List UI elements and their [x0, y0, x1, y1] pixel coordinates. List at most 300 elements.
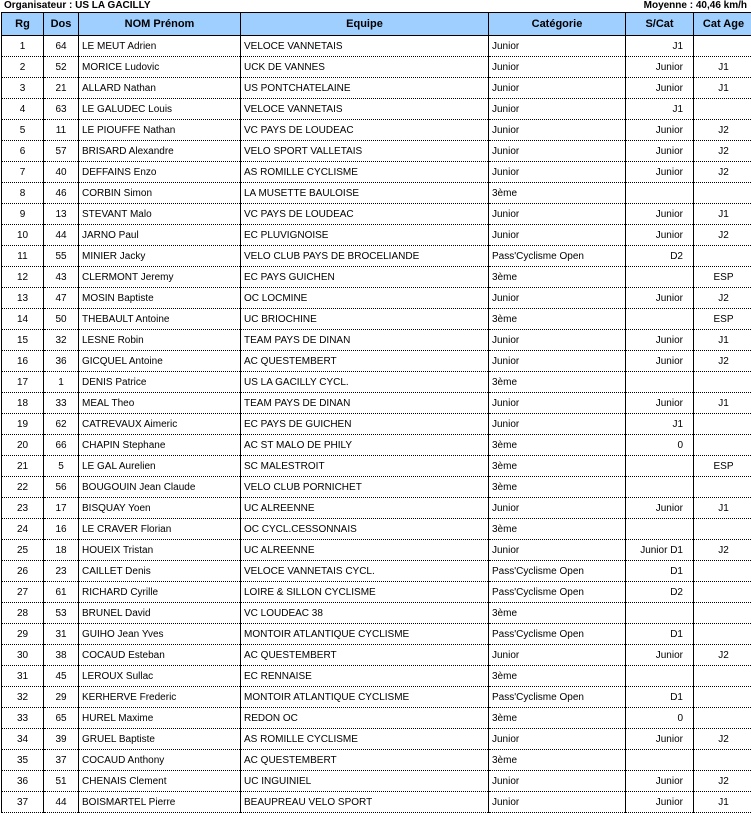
table-row [2, 561, 751, 582]
cell-rank: 30 [2, 645, 44, 666]
cell-category: 3ème [489, 750, 626, 771]
cell-subcategory: D1 [626, 624, 694, 645]
cell-bib: 38 [44, 645, 79, 666]
cell-subcategory [626, 372, 694, 393]
cell-age-category [694, 624, 751, 645]
cell-subcategory: Junior [626, 645, 694, 666]
cell-team: UCK DE VANNES [241, 57, 489, 78]
cell-category: Junior [489, 645, 626, 666]
cell-category: Junior [489, 162, 626, 183]
cell-team: OC LOCMINE [241, 288, 489, 309]
cell-subcategory: Junior [626, 204, 694, 225]
cell-category: Junior [489, 225, 626, 246]
table-row [2, 624, 751, 645]
cell-subcategory: J1 [626, 36, 694, 57]
cell-age-category [694, 582, 751, 603]
cell-bib: 46 [44, 183, 79, 204]
cell-bib: 45 [44, 666, 79, 687]
cell-subcategory: D2 [626, 582, 694, 603]
cell-category: 3ème [489, 435, 626, 456]
cell-subcategory: Junior [626, 288, 694, 309]
cell-age-category: J2 [694, 771, 751, 792]
cell-name: MEAL Theo [79, 393, 241, 414]
cell-team: TEAM PAYS DE DINAN [241, 393, 489, 414]
cell-category: Pass'Cyclisme Open [489, 582, 626, 603]
cell-name: LESNE Robin [79, 330, 241, 351]
cell-bib: 16 [44, 519, 79, 540]
table-row [2, 288, 751, 309]
cell-name: GRUEL Baptiste [79, 729, 241, 750]
cell-category: Junior [489, 288, 626, 309]
cell-name: MOSIN Baptiste [79, 288, 241, 309]
table-row [2, 141, 751, 162]
cell-name: DENIS Patrice [79, 372, 241, 393]
cell-rank: 1 [2, 36, 44, 57]
cell-category: 3ème [489, 666, 626, 687]
cell-name: LE GAL Aurelien [79, 456, 241, 477]
cell-category: Pass'Cyclisme Open [489, 624, 626, 645]
cell-category: 3ème [489, 477, 626, 498]
cell-team: UC ALREENNE [241, 540, 489, 561]
cell-category: 3ème [489, 309, 626, 330]
cell-bib: 52 [44, 57, 79, 78]
cell-bib: 32 [44, 330, 79, 351]
cell-subcategory: Junior [626, 225, 694, 246]
cell-age-category: J1 [694, 78, 751, 99]
cell-name: GUIHO Jean Yves [79, 624, 241, 645]
cell-team: AC QUESTEMBERT [241, 645, 489, 666]
cell-subcategory [626, 267, 694, 288]
cell-team: OC CYCL.CESSONNAIS [241, 519, 489, 540]
col-equipe: Equipe [241, 13, 489, 36]
moyenne: Moyenne : 40,46 km/h [644, 0, 747, 11]
cell-rank: 21 [2, 456, 44, 477]
cell-age-category [694, 246, 751, 267]
cell-bib: 65 [44, 708, 79, 729]
cell-name: LE PIOUFFE Nathan [79, 120, 241, 141]
cell-subcategory [626, 456, 694, 477]
cell-subcategory: D1 [626, 561, 694, 582]
header-row [2, 13, 751, 36]
table-row [2, 771, 751, 792]
table-row [2, 435, 751, 456]
table-row [2, 204, 751, 225]
cell-age-category [694, 36, 751, 57]
cell-rank: 13 [2, 288, 44, 309]
table-row [2, 36, 751, 57]
table-row [2, 498, 751, 519]
cell-rank: 33 [2, 708, 44, 729]
cell-age-category [694, 519, 751, 540]
cell-team: MONTOIR ATLANTIQUE CYCLISME [241, 687, 489, 708]
cell-bib: 17 [44, 498, 79, 519]
cell-subcategory [626, 519, 694, 540]
cell-rank: 20 [2, 435, 44, 456]
table-row [2, 456, 751, 477]
cell-rank: 11 [2, 246, 44, 267]
cell-subcategory [626, 603, 694, 624]
cell-category: Junior [489, 36, 626, 57]
cell-team: VELOCE VANNETAIS CYCL. [241, 561, 489, 582]
table-row [2, 393, 751, 414]
cell-age-category: J1 [694, 792, 751, 813]
cell-age-category [694, 477, 751, 498]
cell-category: Junior [489, 771, 626, 792]
cell-bib: 29 [44, 687, 79, 708]
table-row [2, 792, 751, 813]
cell-team: VELOCE VANNETAIS [241, 99, 489, 120]
cell-name: BOUGOUIN Jean Claude [79, 477, 241, 498]
cell-bib: 50 [44, 309, 79, 330]
cell-category: 3ème [489, 519, 626, 540]
table-row [2, 351, 751, 372]
cell-team: VC PAYS DE LOUDEAC [241, 204, 489, 225]
cell-team: LA MUSETTE BAULOISE [241, 183, 489, 204]
cell-subcategory [626, 750, 694, 771]
cell-rank: 4 [2, 99, 44, 120]
table-row [2, 309, 751, 330]
cell-age-category: J2 [694, 645, 751, 666]
cell-name: KERHERVE Frederic [79, 687, 241, 708]
cell-name: CHENAIS Clement [79, 771, 241, 792]
cell-category: Pass'Cyclisme Open [489, 246, 626, 267]
cell-subcategory [626, 309, 694, 330]
cell-age-category [694, 561, 751, 582]
cell-name: BRISARD Alexandre [79, 141, 241, 162]
cell-subcategory: Junior [626, 771, 694, 792]
cell-subcategory [626, 666, 694, 687]
table-row [2, 477, 751, 498]
cell-age-category [694, 708, 751, 729]
cell-rank: 19 [2, 414, 44, 435]
cell-age-category: J2 [694, 141, 751, 162]
cell-name: CORBIN Simon [79, 183, 241, 204]
table-row [2, 99, 751, 120]
cell-team: UC ALREENNE [241, 498, 489, 519]
col-catage: Cat Age [694, 13, 751, 36]
cell-category: Junior [489, 498, 626, 519]
cell-subcategory: D2 [626, 246, 694, 267]
cell-team: REDON OC [241, 708, 489, 729]
cell-bib: 62 [44, 414, 79, 435]
cell-name: CLERMONT Jeremy [79, 267, 241, 288]
cell-name: RICHARD Cyrille [79, 582, 241, 603]
cell-age-category: J1 [694, 393, 751, 414]
cell-team: US PONTCHATELAINE [241, 78, 489, 99]
cell-age-category: J2 [694, 351, 751, 372]
cell-team: BEAUPREAU VELO SPORT [241, 792, 489, 813]
cell-age-category: J2 [694, 288, 751, 309]
cell-subcategory: Junior [626, 792, 694, 813]
cell-subcategory: 0 [626, 708, 694, 729]
cell-subcategory: Junior [626, 393, 694, 414]
cell-subcategory: Junior [626, 330, 694, 351]
organisateur: Organisateur : US LA GACILLY [4, 0, 151, 11]
cell-team: LOIRE & SILLON CYCLISME [241, 582, 489, 603]
cell-age-category: J2 [694, 540, 751, 561]
cell-subcategory: J1 [626, 99, 694, 120]
col-nom: NOM Prénom [79, 13, 241, 36]
cell-age-category: ESP [694, 456, 751, 477]
cell-category: 3ème [489, 372, 626, 393]
cell-bib: 37 [44, 750, 79, 771]
cell-name: CHAPIN Stephane [79, 435, 241, 456]
cell-subcategory: Junior [626, 141, 694, 162]
cell-bib: 61 [44, 582, 79, 603]
cell-category: Junior [489, 120, 626, 141]
table-row [2, 414, 751, 435]
cell-team: US LA GACILLY CYCL. [241, 372, 489, 393]
table-row [2, 729, 751, 750]
cell-age-category [694, 372, 751, 393]
cell-rank: 31 [2, 666, 44, 687]
cell-age-category [694, 750, 751, 771]
cell-name: LE MEUT Adrien [79, 36, 241, 57]
cell-team: MONTOIR ATLANTIQUE CYCLISME [241, 624, 489, 645]
table-row [2, 162, 751, 183]
cell-bib: 36 [44, 351, 79, 372]
cell-rank: 34 [2, 729, 44, 750]
cell-category: Junior [489, 78, 626, 99]
cell-name: MORICE Ludovic [79, 57, 241, 78]
cell-age-category: J1 [694, 498, 751, 519]
cell-name: COCAUD Esteban [79, 645, 241, 666]
table-row [2, 78, 751, 99]
cell-team: VELO SPORT VALLETAIS [241, 141, 489, 162]
cell-subcategory: Junior [626, 498, 694, 519]
cell-team: TEAM PAYS DE DINAN [241, 330, 489, 351]
page-header [4, 0, 747, 11]
cell-bib: 44 [44, 792, 79, 813]
cell-category: Pass'Cyclisme Open [489, 561, 626, 582]
cell-category: 3ème [489, 708, 626, 729]
cell-rank: 9 [2, 204, 44, 225]
cell-rank: 16 [2, 351, 44, 372]
cell-bib: 18 [44, 540, 79, 561]
cell-name: ALLARD Nathan [79, 78, 241, 99]
cell-bib: 40 [44, 162, 79, 183]
cell-team: EC RENNAISE [241, 666, 489, 687]
col-scat: S/Cat [626, 13, 694, 36]
cell-name: HUREL Maxime [79, 708, 241, 729]
cell-subcategory: Junior [626, 351, 694, 372]
cell-category: Junior [489, 99, 626, 120]
cell-bib: 64 [44, 36, 79, 57]
cell-bib: 11 [44, 120, 79, 141]
cell-age-category: J2 [694, 162, 751, 183]
cell-name: CATREVAUX Aimeric [79, 414, 241, 435]
cell-rank: 2 [2, 57, 44, 78]
table-row [2, 540, 751, 561]
cell-name: LE CRAVER Florian [79, 519, 241, 540]
cell-name: THEBAULT Antoine [79, 309, 241, 330]
cell-age-category [694, 99, 751, 120]
cell-team: VC PAYS DE LOUDEAC [241, 120, 489, 141]
cell-rank: 32 [2, 687, 44, 708]
cell-name: GICQUEL Antoine [79, 351, 241, 372]
cell-team: SC MALESTROIT [241, 456, 489, 477]
cell-bib: 21 [44, 78, 79, 99]
cell-age-category: J1 [694, 204, 751, 225]
cell-bib: 47 [44, 288, 79, 309]
cell-category: 3ème [489, 183, 626, 204]
cell-team: VC LOUDEAC 38 [241, 603, 489, 624]
cell-category: 3ème [489, 603, 626, 624]
cell-bib: 44 [44, 225, 79, 246]
cell-age-category [694, 603, 751, 624]
cell-bib: 39 [44, 729, 79, 750]
cell-subcategory: Junior [626, 120, 694, 141]
cell-age-category: J2 [694, 120, 751, 141]
cell-age-category [694, 183, 751, 204]
cell-name: HOUEIX Tristan [79, 540, 241, 561]
cell-name: BOISMARTEL Pierre [79, 792, 241, 813]
cell-subcategory: D1 [626, 687, 694, 708]
cell-rank: 8 [2, 183, 44, 204]
cell-age-category [694, 687, 751, 708]
table-row [2, 330, 751, 351]
cell-category: 3ème [489, 267, 626, 288]
cell-rank: 29 [2, 624, 44, 645]
cell-rank: 14 [2, 309, 44, 330]
cell-subcategory [626, 183, 694, 204]
cell-category: Junior [489, 540, 626, 561]
table-row [2, 750, 751, 771]
cell-team: EC PLUVIGNOISE [241, 225, 489, 246]
table-row [2, 246, 751, 267]
cell-name: LE GALUDEC Louis [79, 99, 241, 120]
cell-bib: 55 [44, 246, 79, 267]
cell-category: Junior [489, 414, 626, 435]
cell-age-category [694, 414, 751, 435]
cell-rank: 24 [2, 519, 44, 540]
col-rg: Rg [2, 13, 44, 36]
cell-rank: 3 [2, 78, 44, 99]
cell-rank: 10 [2, 225, 44, 246]
cell-team: AC ST MALO DE PHILY [241, 435, 489, 456]
cell-bib: 57 [44, 141, 79, 162]
cell-age-category: ESP [694, 267, 751, 288]
cell-rank: 17 [2, 372, 44, 393]
cell-team: UC INGUINIEL [241, 771, 489, 792]
table-row [2, 519, 751, 540]
cell-team: AC QUESTEMBERT [241, 351, 489, 372]
table-row [2, 267, 751, 288]
cell-age-category [694, 435, 751, 456]
cell-name: CAILLET Denis [79, 561, 241, 582]
cell-bib: 1 [44, 372, 79, 393]
cell-subcategory: 0 [626, 435, 694, 456]
table-row [2, 645, 751, 666]
cell-bib: 51 [44, 771, 79, 792]
table-row [2, 687, 751, 708]
cell-team: EC PAYS GUICHEN [241, 267, 489, 288]
cell-rank: 12 [2, 267, 44, 288]
cell-bib: 5 [44, 456, 79, 477]
cell-age-category: J2 [694, 225, 751, 246]
cell-rank: 22 [2, 477, 44, 498]
cell-team: EC PAYS DE GUICHEN [241, 414, 489, 435]
cell-rank: 27 [2, 582, 44, 603]
table-row [2, 582, 751, 603]
cell-age-category [694, 666, 751, 687]
cell-rank: 5 [2, 120, 44, 141]
cell-category: Junior [489, 729, 626, 750]
table-row [2, 57, 751, 78]
cell-category: Junior [489, 393, 626, 414]
col-dos: Dos [44, 13, 79, 36]
cell-team: AC QUESTEMBERT [241, 750, 489, 771]
cell-bib: 31 [44, 624, 79, 645]
cell-rank: 35 [2, 750, 44, 771]
cell-team: AS ROMILLE CYCLISME [241, 162, 489, 183]
cell-category: Junior [489, 204, 626, 225]
col-categorie: Catégorie [489, 13, 626, 36]
table-row [2, 183, 751, 204]
cell-category: Junior [489, 792, 626, 813]
cell-subcategory: Junior D1 [626, 540, 694, 561]
cell-subcategory [626, 477, 694, 498]
cell-category: Junior [489, 57, 626, 78]
cell-category: Pass'Cyclisme Open [489, 687, 626, 708]
table-row [2, 372, 751, 393]
cell-rank: 6 [2, 141, 44, 162]
cell-rank: 26 [2, 561, 44, 582]
cell-category: Junior [489, 141, 626, 162]
cell-name: STEVANT Malo [79, 204, 241, 225]
results-table [1, 12, 751, 813]
table-row [2, 603, 751, 624]
cell-category: Junior [489, 330, 626, 351]
cell-bib: 43 [44, 267, 79, 288]
cell-subcategory: Junior [626, 162, 694, 183]
cell-bib: 53 [44, 603, 79, 624]
table-row [2, 666, 751, 687]
cell-name: COCAUD Anthony [79, 750, 241, 771]
cell-name: LEROUX Sullac [79, 666, 241, 687]
cell-age-category: J1 [694, 57, 751, 78]
table-row [2, 708, 751, 729]
cell-category: 3ème [489, 456, 626, 477]
cell-bib: 13 [44, 204, 79, 225]
cell-subcategory: Junior [626, 729, 694, 750]
table-row [2, 120, 751, 141]
cell-bib: 66 [44, 435, 79, 456]
cell-subcategory: Junior [626, 57, 694, 78]
cell-team: VELOCE VANNETAIS [241, 36, 489, 57]
cell-rank: 23 [2, 498, 44, 519]
cell-rank: 15 [2, 330, 44, 351]
cell-name: MINIER Jacky [79, 246, 241, 267]
cell-category: Junior [489, 351, 626, 372]
cell-age-category: J2 [694, 729, 751, 750]
cell-name: BISQUAY Yoen [79, 498, 241, 519]
cell-rank: 37 [2, 792, 44, 813]
cell-bib: 63 [44, 99, 79, 120]
cell-team: VELO CLUB PORNICHET [241, 477, 489, 498]
table-row [2, 225, 751, 246]
cell-team: UC BRIOCHINE [241, 309, 489, 330]
cell-name: BRUNEL David [79, 603, 241, 624]
cell-bib: 23 [44, 561, 79, 582]
cell-rank: 25 [2, 540, 44, 561]
cell-age-category: ESP [694, 309, 751, 330]
cell-rank: 36 [2, 771, 44, 792]
cell-age-category: J1 [694, 330, 751, 351]
cell-subcategory: J1 [626, 414, 694, 435]
cell-bib: 33 [44, 393, 79, 414]
cell-subcategory: Junior [626, 78, 694, 99]
